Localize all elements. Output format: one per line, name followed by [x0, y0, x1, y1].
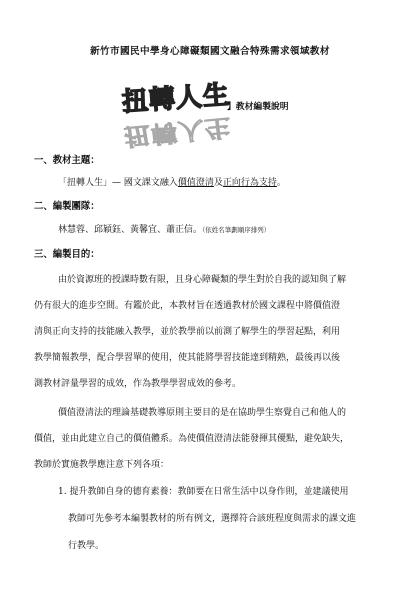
- theme-line: [58, 175, 286, 188]
- team-line: [58, 222, 270, 235]
- logo-wordart: [118, 80, 238, 164]
- purpose-para1-line4: 教學簡報教學，配合學習單的使用，使其能將學習技能達到精熟，最後再以後: [34, 353, 341, 363]
- theme-text-part1: 「扭轉人生」— 國文課文融入: [58, 178, 178, 188]
- purpose-para1-line2: 仍有很大的進步空間。有鑑於此，本教材旨在透過教材於國文課程中將價值澄: [34, 301, 341, 311]
- heading-team: 二、編製團隊：: [34, 201, 100, 212]
- theme-term-values: 價值澄清: [177, 178, 214, 188]
- purpose-para2-line3: 教師於實施教學應注意下列各項：: [34, 460, 170, 470]
- purpose-item1-line3: 行教學。: [68, 541, 105, 551]
- purpose-item1-line1: 1. 提升教師自身的德育素養：教師要在日常生活中以身作則，並建議使用: [58, 487, 349, 497]
- purpose-para1-line1: 由於資源班的授課時數有限，且身心障礙類的學生對於自我的認知與了解: [58, 275, 347, 285]
- theme-join: 及: [213, 178, 223, 188]
- purpose-para2-line2: 價值，並由此建立自己的價值體系。為使價值澄清法能發揮其優點，避免缺失，: [34, 434, 350, 444]
- purpose-para1-line5: 測教材評量學習的成效，作為教學學習成效的參考。: [34, 379, 242, 389]
- logo-reflection-text: 扭轉人生: [122, 112, 234, 150]
- purpose-para1-line3: 清與正向支持的技能融入教學，並於教學前以前測了解學生的學習起點，利用: [34, 327, 341, 337]
- purpose-para2-line1: 價值澄清法的理論基礎教導原則主要目的是在協助學生察覺自己和他人的: [58, 408, 347, 418]
- heading-purpose: 三、編製目的：: [34, 249, 100, 260]
- team-note: （依姓名筆劃順序排列）: [202, 226, 271, 234]
- document-title: 新竹市國民中學身心障礙類國文融合特殊需求領域教材: [90, 46, 330, 57]
- section-caption: 】教材編製說明: [227, 102, 289, 112]
- logo-main-text: 扭轉人生: [121, 80, 231, 118]
- team-names: 林慧蓉、邱穎鈺、黃馨宜、蕭正信。: [58, 225, 203, 235]
- theme-term-pbs: 正向行為支持: [222, 178, 277, 188]
- theme-end: 。: [276, 178, 286, 188]
- heading-theme: 一、教材主題：: [34, 155, 100, 166]
- purpose-item1-line2: 教師可先參考本編製教材的所有例文，選擇符合該班程度與需求的課文進: [68, 514, 357, 524]
